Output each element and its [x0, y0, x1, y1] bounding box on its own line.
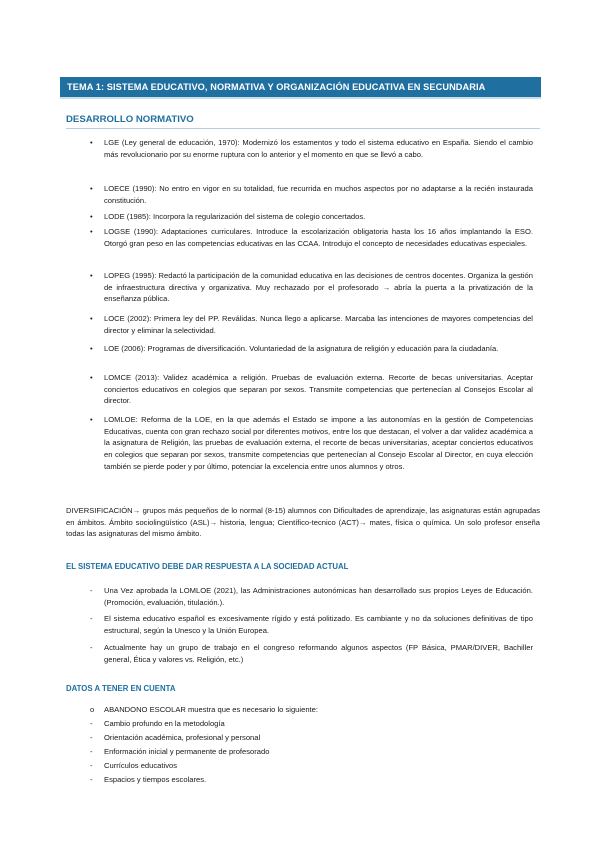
- dash-marker: -: [90, 643, 93, 652]
- sociedad-item: Una Vez aprobada la LOMLOE (2021), las Administraciones autonómicas han desarrollado sus propios Leyes de Educación. (Promoción, evaluación, titulación.).: [104, 586, 533, 607]
- datos-item: Currículos educativos: [104, 761, 178, 770]
- law-lomce: LOMCE (2013): Validez académica a religión. Pruebas de evaluación externa. Recorte de becas universitarias. Aceptar conciertos educativos en colegios que separan por sexos. Transmite competencias que pertenecían al Consejos Escolar al director.: [104, 373, 533, 406]
- dash-marker: -: [90, 733, 93, 742]
- datos-item: Cambio profundo en la metodología: [104, 719, 225, 728]
- law-lge: LGE (Ley general de educación, 1970): Modernizó los estamentos y todo el sistema educativo en España. Siendo el cambio más revolucionario por su enorme ruptura con lo anterior y el momento en que se llevó a cabo.: [104, 138, 533, 159]
- law-lopeg: LOPEG (1995): Redactó la participación de la comunidad educativa en las decisiones de centros docentes. Organiza la gestión de infraestructura directiva y organizativa. Muy rechazado por el profesorado → abría la puerta a la privatización de la enseñanza pública.: [104, 271, 533, 304]
- law-loe: LOE (2006): Programas de diversificación. Voluntariedad de la asignatura de religión y educación para la ciudadanía.: [104, 344, 499, 353]
- section-heading-desarrollo: DESARROLLO NORMATIVO: [66, 114, 194, 125]
- dash-marker: -: [90, 719, 93, 728]
- bullet-marker: •: [90, 271, 93, 280]
- law-loce: LOCE (2002): Primera ley del PP. Reválidas. Nunca llego a aplicarse. Marcaba las intenciones de mayores competencias del director y eliminar la selectividad.: [104, 314, 533, 335]
- dash-marker: -: [90, 586, 93, 595]
- bullet-marker: •: [90, 184, 93, 193]
- law-lomloe: LOMLOE: Reforma de la LOE, en la que además el Estado se impone a las autonomías en la gestión de Competencias Educativas, cuenta con gran rechazo social por diferentes motivos, entre los que destacan, el volver a dar validez académica a la asignatura de Religión, las pruebas de evaluación externa, el recorte de becas universitarias, aceptar conciertos educativos en colegios que separan por sexos, transmite competencias que pertenecían al Consejo Escolar al Director, en cuya elección también se pierde poder y por último, potenciar la excelencia entre unos alumnos y otros.: [104, 415, 533, 471]
- bullet-marker: •: [90, 415, 93, 424]
- bullet-marker: •: [90, 373, 93, 382]
- bullet-marker: •: [90, 344, 93, 353]
- sociedad-item: El sistema educativo español es excesivamente rígido y está politizado. Es cambiante y no da soluciones definitivas de tipo estructural, según la Unesco y la Unión Europea.: [104, 614, 533, 635]
- section-heading-datos: DATOS A TENER EN CUENTA: [66, 684, 176, 693]
- dash-marker: -: [90, 747, 93, 756]
- page-title: TEMA 1: SISTEMA EDUCATIVO, NORMATIVA Y ORGANIZACIÓN EDUCATIVA EN SECUNDARIA: [67, 82, 486, 92]
- datos-item: Orientación académica, profesional y personal: [104, 733, 261, 742]
- dash-marker: -: [90, 775, 93, 784]
- diversificacion-paragraph: DIVERSIFICACIÓN→ grupos más pequeños de lo normal (8-15) alumnos con Dificultades de aprendizaje, las asignaturas están agrupadas en ámbitos. Ámbito sociolingüístico (ASL)→ historia, lengua; Científico-tecnico (ACT)→ mates, física o química. Un solo profesor enseña todas las asignaturas del mismo ámbito.: [66, 506, 540, 539]
- dash-marker: -: [90, 614, 93, 623]
- section-divider: [66, 128, 540, 129]
- section-heading-sociedad: EL SISTEMA EDUCATIVO DEBE DAR RESPUESTA A LA SOCIEDAD ACTUAL: [66, 562, 349, 571]
- abandono-intro: ABANDONO ESCOLAR muestra que es necesario lo siguiente:: [104, 705, 318, 714]
- dash-marker: -: [90, 761, 93, 770]
- bullet-marker: •: [90, 314, 93, 323]
- law-logse: LOGSE (1990): Adaptaciones curriculares. Introduce la escolarización obligatoria hasta los 16 años implantando la ESO. Otorgó gran peso en las competencias educativas en las CCAA. Introdujo el concepto de necesidades educativas especiales.: [104, 227, 533, 248]
- title-banner: [60, 77, 541, 99]
- datos-item: Espacios y tiempos escolares.: [104, 775, 207, 784]
- circle-marker: o: [90, 705, 95, 714]
- sociedad-item: Actualmente hay un grupo de trabajo en el congreso reformando algunos aspectos (FP Básica, PMAR/DIVER, Bachiller general, Ética y valores vs. Religión, etc.): [104, 643, 533, 664]
- law-lode: LODE (1985): Incorpora la regularización del sistema de colegio concertados.: [104, 212, 366, 221]
- bullet-marker: •: [90, 212, 93, 221]
- law-loece: LOECE (1990): No entro en vigor en su totalidad, fue recurrida en muchos aspectos por no adaptarse a la recién instaurada constitución.: [104, 184, 533, 205]
- bullet-marker: •: [90, 138, 93, 147]
- datos-item: Enformación inicial y permanente de profesorado: [104, 747, 270, 756]
- bullet-marker: •: [90, 227, 93, 236]
